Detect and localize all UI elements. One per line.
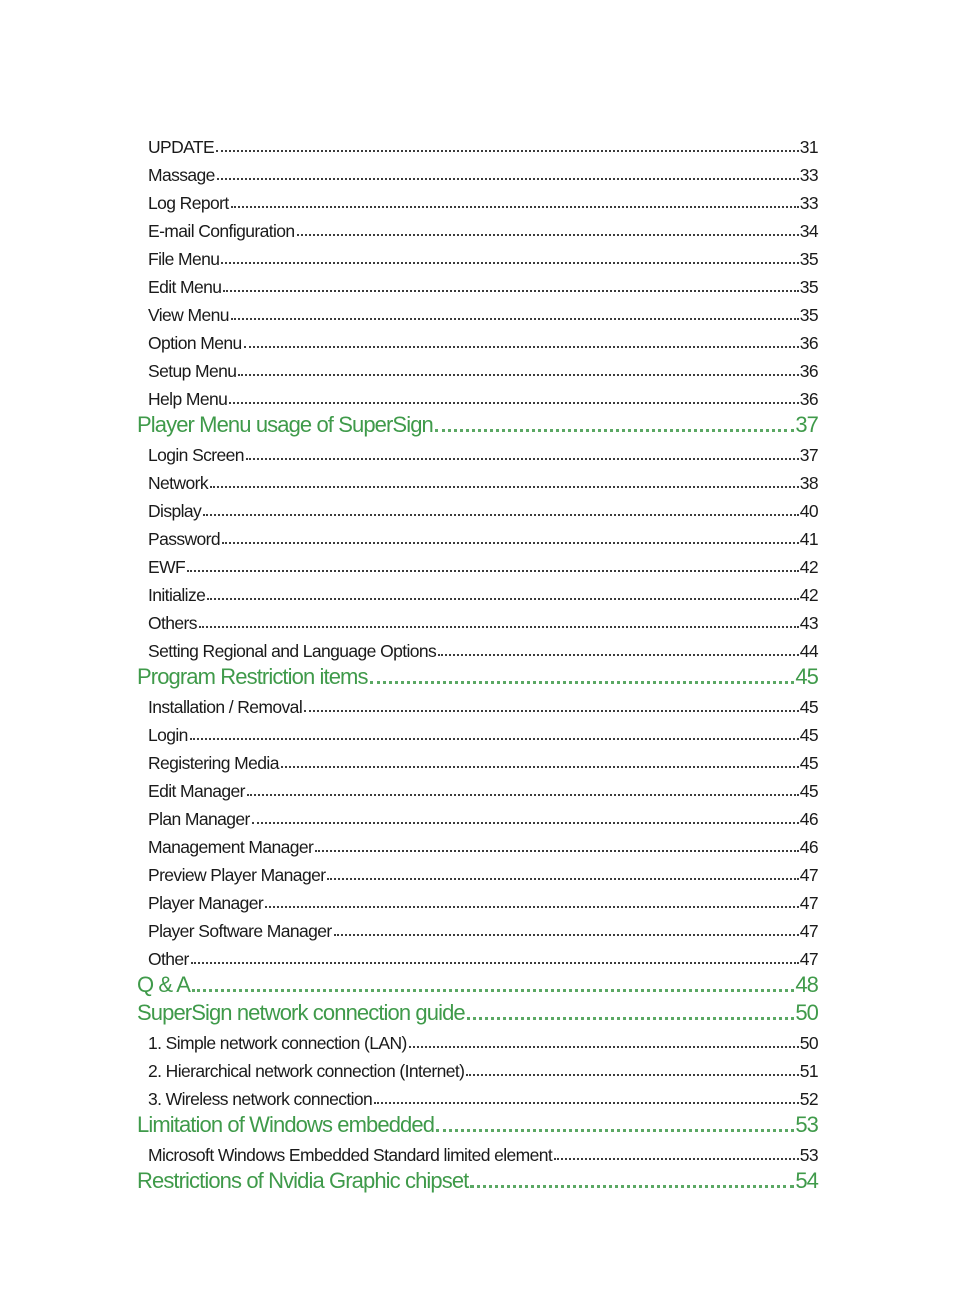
- toc-entry-page-number: 47: [799, 864, 818, 885]
- toc-entry-page-number: 45: [799, 696, 818, 717]
- toc-entry-page-number: 33: [799, 192, 818, 213]
- toc-entry-title: UPDATE: [148, 136, 215, 157]
- toc-subsection-entry[interactable]: [137, 774, 818, 802]
- toc-entry-title: SuperSign network connection guide: [137, 1000, 465, 1025]
- toc-dot-leader: [370, 681, 795, 684]
- toc-dot-leader: [244, 346, 799, 348]
- toc-dot-leader: [231, 318, 799, 320]
- toc-entry-title: 3. Wireless network connection: [148, 1088, 373, 1109]
- toc-subsection-entry[interactable]: [137, 382, 818, 410]
- toc-dot-leader: [435, 429, 794, 432]
- toc-entry-title: Q & A: [137, 972, 190, 997]
- toc-dot-leader: [327, 878, 798, 880]
- toc-entry-title: Initialize: [148, 584, 206, 605]
- toc-dot-leader: [231, 206, 799, 208]
- toc-entry-page-number: 54: [795, 1168, 818, 1193]
- toc-dot-leader: [223, 290, 798, 292]
- toc-dot-leader: [467, 1017, 795, 1020]
- toc-dot-leader: [190, 738, 799, 740]
- toc-entry-page-number: 37: [799, 444, 818, 465]
- toc-dot-leader: [470, 1185, 794, 1188]
- toc-entry-page-number: 45: [799, 724, 818, 745]
- toc-entry-page-number: 43: [799, 612, 818, 633]
- toc-entry-page-number: 50: [795, 1000, 818, 1025]
- toc-entry-title: EWF: [148, 556, 186, 577]
- toc-entry-page-number: 31: [799, 136, 818, 157]
- table-of-contents: [137, 130, 818, 1194]
- toc-dot-leader: [281, 766, 799, 768]
- toc-subsection-entry[interactable]: [137, 186, 818, 214]
- toc-entry-page-number: 34: [799, 220, 818, 241]
- toc-entry-title: Display: [148, 500, 202, 521]
- toc-entry-page-number: 47: [799, 920, 818, 941]
- toc-entry-title: Edit Menu: [148, 276, 222, 297]
- toc-dot-leader: [222, 542, 799, 544]
- toc-subsection-entry[interactable]: [137, 522, 818, 550]
- toc-entry-page-number: 45: [799, 752, 818, 773]
- toc-entry-page-number: 44: [799, 640, 818, 661]
- toc-section-entry[interactable]: [137, 970, 818, 998]
- toc-dot-leader: [247, 794, 799, 796]
- toc-entry-page-number: 46: [799, 808, 818, 829]
- toc-entry-page-number: 53: [799, 1144, 818, 1165]
- toc-entry-page-number: 36: [799, 332, 818, 353]
- toc-dot-leader: [229, 402, 799, 404]
- toc-entry-page-number: 47: [799, 892, 818, 913]
- toc-dot-leader: [315, 850, 798, 852]
- toc-entry-title: Player Menu usage of SuperSign: [137, 412, 433, 437]
- toc-subsection-entry[interactable]: [137, 858, 818, 886]
- toc-subsection-entry[interactable]: [137, 1082, 818, 1110]
- toc-entry-title: Log Report: [148, 192, 229, 213]
- toc-entry-title: Preview Player Manager: [148, 864, 326, 885]
- toc-entry-page-number: 35: [799, 276, 818, 297]
- toc-entry-title: Network: [148, 472, 208, 493]
- toc-subsection-entry[interactable]: [137, 830, 818, 858]
- toc-dot-leader: [297, 234, 799, 236]
- toc-entry-title: Installation / Removal: [148, 696, 303, 717]
- toc-subsection-entry[interactable]: [137, 1138, 818, 1166]
- toc-entry-page-number: 48: [795, 972, 818, 997]
- toc-entry-page-number: 42: [799, 584, 818, 605]
- toc-subsection-entry[interactable]: [137, 802, 818, 830]
- toc-entry-page-number: 42: [799, 556, 818, 577]
- toc-entry-title: 2. Hierarchical network connection (Internet): [148, 1060, 465, 1081]
- toc-subsection-entry[interactable]: [137, 914, 818, 942]
- toc-dot-leader: [203, 514, 799, 516]
- toc-entry-page-number: 52: [799, 1088, 818, 1109]
- toc-subsection-entry[interactable]: [137, 886, 818, 914]
- toc-subsection-entry[interactable]: [137, 718, 818, 746]
- toc-dot-leader: [199, 626, 799, 628]
- toc-entry-title: Login: [148, 724, 188, 745]
- toc-dot-leader: [304, 710, 799, 712]
- toc-dot-leader: [265, 906, 799, 908]
- toc-subsection-entry[interactable]: [137, 130, 818, 158]
- toc-entry-page-number: 36: [799, 388, 818, 409]
- toc-entry-page-number: 40: [799, 500, 818, 521]
- toc-section-entry[interactable]: [137, 1166, 818, 1194]
- toc-entry-page-number: 47: [799, 948, 818, 969]
- toc-entry-page-number: 46: [799, 836, 818, 857]
- toc-entry-title: Password: [148, 528, 221, 549]
- toc-subsection-entry[interactable]: [137, 578, 818, 606]
- toc-entry-title: Setup Menu: [148, 360, 237, 381]
- toc-section-entry[interactable]: [137, 410, 818, 438]
- toc-entry-page-number: 35: [799, 304, 818, 325]
- toc-entry-title: Program Restriction items: [137, 664, 368, 689]
- toc-entry-title: Option Menu: [148, 332, 242, 353]
- toc-dot-leader: [374, 1102, 799, 1104]
- toc-subsection-entry[interactable]: [137, 746, 818, 774]
- toc-entry-title: Restrictions of Nvidia Graphic chipset: [137, 1168, 469, 1193]
- toc-entry-title: Plan Manager: [148, 808, 250, 829]
- toc-entry-page-number: 38: [799, 472, 818, 493]
- toc-subsection-entry[interactable]: [137, 354, 818, 382]
- toc-entry-page-number: 41: [799, 528, 818, 549]
- toc-dot-leader: [192, 989, 794, 992]
- toc-subsection-entry[interactable]: [137, 634, 818, 662]
- toc-entry-page-number: 45: [799, 780, 818, 801]
- toc-dot-leader: [207, 598, 799, 600]
- toc-entry-title: File Menu: [148, 248, 220, 269]
- toc-dot-leader: [554, 1158, 799, 1160]
- toc-subsection-entry[interactable]: [137, 1026, 818, 1054]
- toc-entry-title: Others: [148, 612, 197, 633]
- toc-subsection-entry[interactable]: [137, 270, 818, 298]
- toc-entry-title: Other: [148, 948, 189, 969]
- toc-dot-leader: [252, 822, 799, 824]
- toc-entry-title: Registering Media: [148, 752, 279, 773]
- toc-dot-leader: [217, 178, 799, 180]
- toc-dot-leader: [436, 1129, 794, 1132]
- toc-entry-page-number: 53: [795, 1112, 818, 1137]
- toc-section-entry[interactable]: [137, 998, 818, 1026]
- toc-entry-title: Setting Regional and Language Options: [148, 640, 437, 661]
- toc-dot-leader: [210, 486, 799, 488]
- toc-dot-leader: [409, 1046, 799, 1048]
- toc-section-entry[interactable]: [137, 1110, 818, 1138]
- toc-dot-leader: [221, 262, 798, 264]
- toc-entry-title: Player Software Manager: [148, 920, 332, 941]
- toc-subsection-entry[interactable]: [137, 550, 818, 578]
- toc-entry-title: 1. Simple network connection (LAN): [148, 1032, 407, 1053]
- toc-dot-leader: [334, 934, 799, 936]
- toc-dot-leader: [191, 962, 799, 964]
- toc-entry-page-number: 51: [799, 1060, 818, 1081]
- toc-dot-leader: [438, 654, 799, 656]
- toc-subsection-entry[interactable]: [137, 494, 818, 522]
- toc-entry-title: Help Menu: [148, 388, 228, 409]
- toc-subsection-entry[interactable]: [137, 326, 818, 354]
- toc-entry-page-number: 36: [799, 360, 818, 381]
- toc-entry-page-number: 33: [799, 164, 818, 185]
- toc-subsection-entry[interactable]: [137, 242, 818, 270]
- toc-entry-title: Edit Manager: [148, 780, 245, 801]
- toc-section-entry[interactable]: [137, 662, 818, 690]
- toc-entry-page-number: 45: [795, 664, 818, 689]
- toc-subsection-entry[interactable]: [137, 214, 818, 242]
- toc-entry-title: Massage: [148, 164, 215, 185]
- toc-dot-leader: [187, 570, 799, 572]
- toc-subsection-entry[interactable]: [137, 158, 818, 186]
- toc-dot-leader: [466, 1074, 798, 1076]
- toc-subsection-entry[interactable]: [137, 606, 818, 634]
- toc-subsection-entry[interactable]: [137, 466, 818, 494]
- toc-entry-title: Login Screen: [148, 444, 244, 465]
- toc-entry-title: Microsoft Windows Embedded Standard limited element: [148, 1144, 553, 1165]
- toc-entry-title: E-mail Configuration: [148, 220, 295, 241]
- toc-entry-page-number: 37: [795, 412, 818, 437]
- toc-entry-title: Player Manager: [148, 892, 264, 913]
- toc-dot-leader: [216, 150, 799, 152]
- toc-entry-title: Management Manager: [148, 836, 314, 857]
- toc-dot-leader: [238, 374, 798, 376]
- toc-subsection-entry[interactable]: [137, 298, 818, 326]
- toc-entry-page-number: 50: [799, 1032, 818, 1053]
- toc-entry-title: Limitation of Windows embedded: [137, 1112, 435, 1137]
- toc-subsection-entry[interactable]: [137, 690, 818, 718]
- toc-dot-leader: [246, 458, 799, 460]
- toc-entry-page-number: 35: [799, 248, 818, 269]
- toc-subsection-entry[interactable]: [137, 438, 818, 466]
- toc-subsection-entry[interactable]: [137, 942, 818, 970]
- toc-subsection-entry[interactable]: [137, 1054, 818, 1082]
- toc-entry-title: View Menu: [148, 304, 229, 325]
